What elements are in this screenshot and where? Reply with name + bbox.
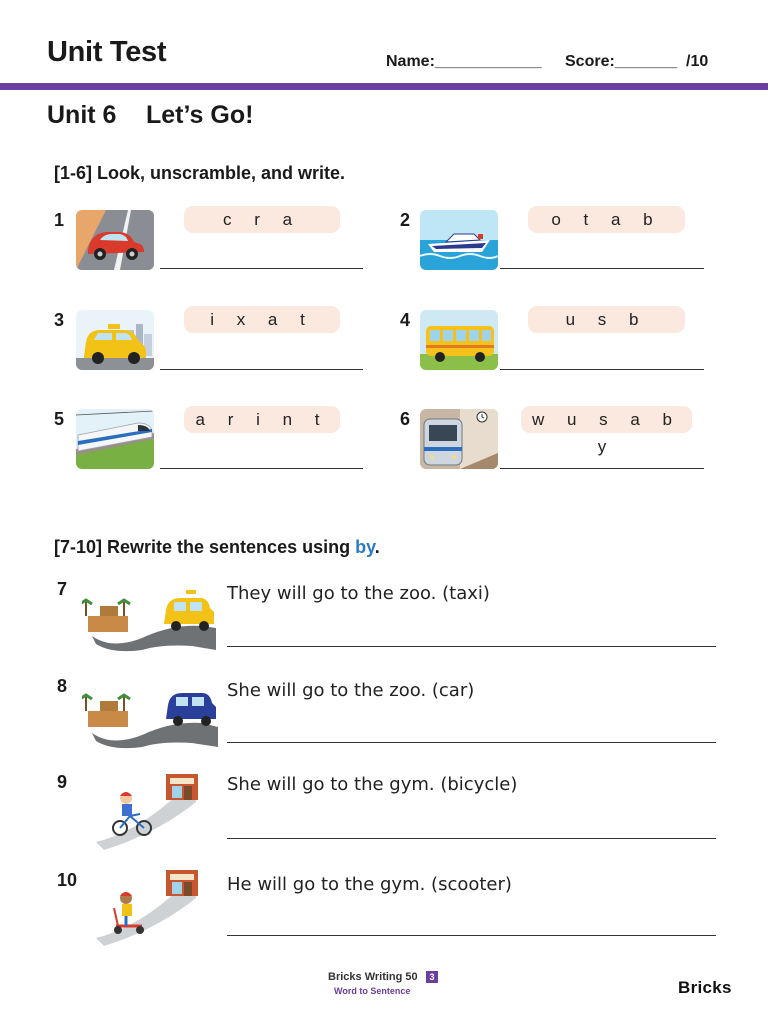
question-number: 4 — [400, 310, 411, 330]
answer-line[interactable] — [160, 468, 363, 469]
answer-line[interactable] — [227, 646, 716, 647]
scrambled-letters: o t a b — [528, 206, 685, 233]
question-number: 2 — [400, 210, 411, 230]
scrambled-letters: i x a t — [184, 306, 340, 333]
sentence-text: She will go to the gym. (bicycle) — [227, 774, 518, 795]
scooter-to-gym-icon — [96, 868, 200, 946]
answer-line[interactable] — [160, 268, 363, 269]
unit-title: Let’s Go! — [146, 101, 254, 129]
answer-line[interactable] — [500, 369, 704, 370]
footer-subtitle: Word to Sentence — [334, 986, 411, 996]
section2-instruction — [54, 537, 380, 558]
answer-line[interactable] — [160, 369, 363, 370]
sentence-text: She will go to the zoo. (car) — [227, 680, 475, 701]
bus-icon — [420, 310, 498, 370]
page-title: Unit Test — [47, 36, 167, 68]
question-number: 5 — [54, 409, 65, 429]
scrambled-letters: u s b — [528, 306, 685, 333]
score-total: /10 — [686, 53, 709, 70]
header-divider — [0, 83, 768, 90]
question-number: 9 — [57, 772, 68, 792]
bricks-logo: Bricks — [678, 978, 732, 997]
footer-level-badge: 3 — [426, 971, 438, 983]
score-field[interactable]: Score:_______ — [565, 53, 678, 70]
section1-instruction: [1-6] Look, unscramble, and write. — [54, 163, 346, 183]
bicycle-to-gym-icon — [96, 772, 200, 850]
taxi-icon — [76, 310, 154, 370]
question-number: 3 — [54, 310, 65, 330]
red-car-icon — [76, 210, 154, 270]
unit-number: Unit 6 — [47, 101, 117, 129]
boat-icon — [420, 210, 498, 270]
question-number: 8 — [57, 676, 68, 696]
instruction-keyword: by — [355, 537, 375, 557]
answer-line[interactable] — [227, 935, 716, 936]
subway-icon — [420, 409, 498, 469]
car-to-zoo-icon — [82, 685, 220, 749]
scrambled-letters: c r a — [184, 206, 340, 233]
answer-line[interactable] — [500, 268, 704, 269]
question-number: 1 — [54, 210, 65, 230]
scrambled-letters: a r i n t — [184, 406, 340, 433]
footer-book-title: Bricks Writing 50 — [328, 971, 418, 983]
question-number: 7 — [57, 579, 68, 599]
instruction-suffix: . — [374, 537, 380, 557]
answer-line[interactable] — [500, 468, 704, 469]
taxi-to-zoo-icon — [82, 588, 218, 652]
answer-line[interactable] — [227, 742, 716, 743]
instruction-prefix: [7-10] Rewrite the sentences using — [54, 537, 356, 557]
name-field[interactable]: Name:____________ — [386, 53, 542, 70]
scrambled-letters: w u s a b y — [521, 406, 692, 433]
question-number: 10 — [57, 870, 78, 890]
question-number: 6 — [400, 409, 411, 429]
sentence-text: He will go to the gym. (scooter) — [227, 874, 512, 895]
train-icon — [76, 409, 154, 469]
answer-line[interactable] — [227, 838, 716, 839]
sentence-text: They will go to the zoo. (taxi) — [227, 583, 490, 604]
